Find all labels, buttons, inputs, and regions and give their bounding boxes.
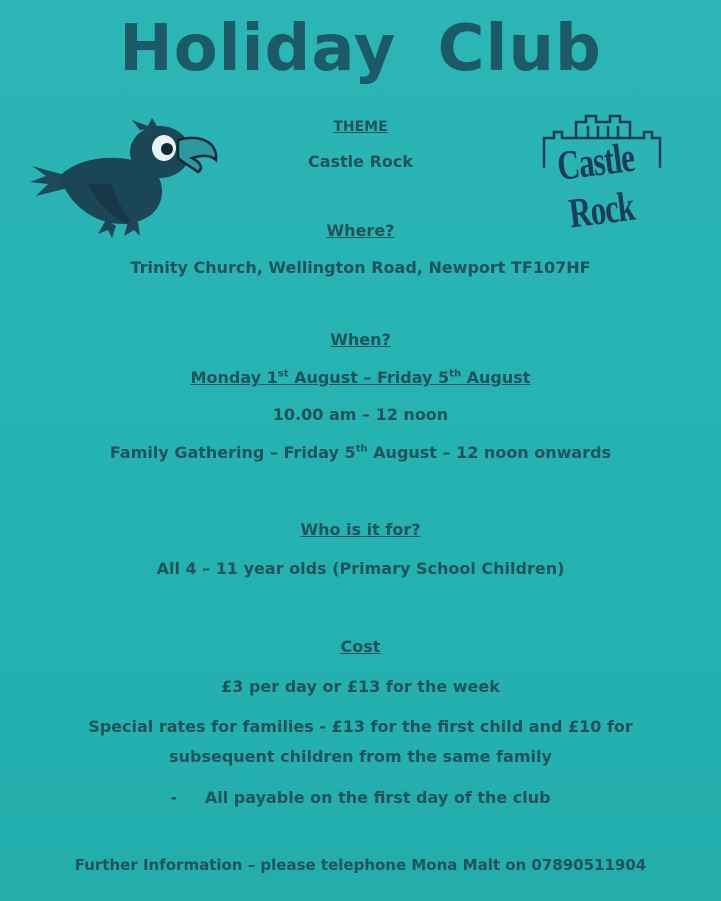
when-heading: When?	[330, 330, 391, 349]
who-text: All 4 – 11 year olds (Primary School Children)	[156, 559, 565, 578]
castle-rock-logo: Castle Rock	[526, 108, 671, 216]
theme-value: Castle Rock	[307, 152, 414, 171]
where-address: Trinity Church, Wellington Road, Newport TF107HF	[130, 258, 591, 277]
when-dates: Monday 1st August – Friday 5th August	[190, 368, 531, 387]
footer-contact: Further Information – please telephone Mona Malt on 07890511904	[74, 856, 647, 874]
cost-price: £3 per day or £13 for the week	[221, 677, 500, 696]
when-time: 10.00 am – 12 noon	[272, 405, 449, 424]
who-heading: Who is it for?	[300, 520, 421, 539]
cost-heading: Cost	[340, 637, 381, 656]
cost-special-line-2: subsequent children from the same family	[169, 747, 552, 766]
cost-payable: - All payable on the first day of the club	[170, 788, 551, 807]
theme-label: THEME	[333, 119, 388, 135]
cost-special-line-1: Special rates for families - £13 for the first child and £10 for	[88, 717, 633, 736]
when-family-gathering: Family Gathering – Friday 5th August – 12 noon onwards	[109, 443, 612, 462]
where-heading: Where?	[326, 221, 395, 240]
page-title: Holiday Club	[119, 12, 602, 86]
